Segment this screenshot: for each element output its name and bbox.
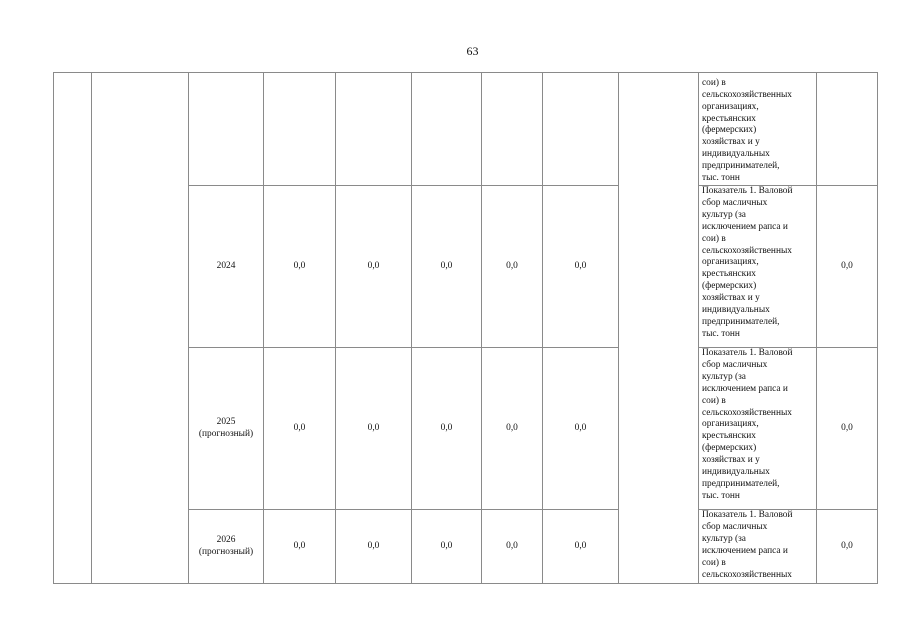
- value-cell: 0,0: [482, 348, 543, 510]
- year-label: 2026: [216, 534, 236, 545]
- indicator-cell: Показатель 1. Валовой сбор масличных культур (за исключением рапса и сои) в сельскохозяйственных организациях, крестьянских (фермерских) хозяйствах и у индивидуальных предпринимателей, тыс. тонн: [699, 348, 817, 510]
- value-cell: 0,0: [264, 348, 336, 510]
- value-cell: 0,0: [336, 510, 412, 584]
- indicator-cell: Показатель 1. Валовой сбор масличных культур (за исключением рапса и сои) в сельскохозяйственных организациях, крестьянских (фермерских) хозяйствах и у индивидуальных предпринимателей, тыс. тонн: [699, 186, 817, 348]
- year-cell: [189, 73, 264, 186]
- value-cell: 0,0: [336, 348, 412, 510]
- value-cell: 0,0: [543, 348, 619, 510]
- year-label: 2024: [216, 260, 236, 271]
- value-cell: 0,0: [412, 510, 482, 584]
- year-label: 2025: [216, 416, 236, 427]
- indicator-value-cell: 0,0: [817, 348, 878, 510]
- page-number: 63: [466, 44, 479, 58]
- name-cell: [92, 73, 189, 584]
- indicator-value-cell: 0,0: [817, 510, 878, 584]
- value-cell: 0,0: [264, 186, 336, 348]
- value-cell: [336, 73, 412, 186]
- value-cell: [412, 73, 482, 186]
- value-cell: 0,0: [482, 186, 543, 348]
- value-cell: 0,0: [543, 186, 619, 348]
- data-table: [53, 72, 878, 584]
- value-cell: [482, 73, 543, 186]
- indicator-cell: Показатель 1. Валовой сбор масличных культур (за исключением рапса и сои) в сельскохозяйственных: [699, 510, 817, 584]
- indicator-value-cell: [817, 73, 878, 186]
- value-cell: 0,0: [543, 510, 619, 584]
- table-row: [54, 73, 878, 186]
- indicator-cell: сои) в сельскохозяйственных организациях, крестьянских (фермерских) хозяйствах и у индивидуальных предпринимателей, тыс. тонн: [699, 73, 817, 186]
- value-cell: 0,0: [264, 510, 336, 584]
- year-cell: [189, 348, 264, 510]
- value-cell: 0,0: [482, 510, 543, 584]
- value-cell: 0,0: [336, 186, 412, 348]
- spanning-cell: [619, 73, 699, 584]
- value-cell: 0,0: [412, 348, 482, 510]
- value-cell: 0,0: [412, 186, 482, 348]
- year-cell: [189, 186, 264, 348]
- year-note: (прогнозный): [198, 428, 254, 439]
- value-cell: [264, 73, 336, 186]
- indicator-value-cell: 0,0: [817, 186, 878, 348]
- year-cell: [189, 510, 264, 584]
- value-cell: [543, 73, 619, 186]
- number-cell: [54, 73, 92, 584]
- year-note: (прогнозный): [198, 546, 254, 557]
